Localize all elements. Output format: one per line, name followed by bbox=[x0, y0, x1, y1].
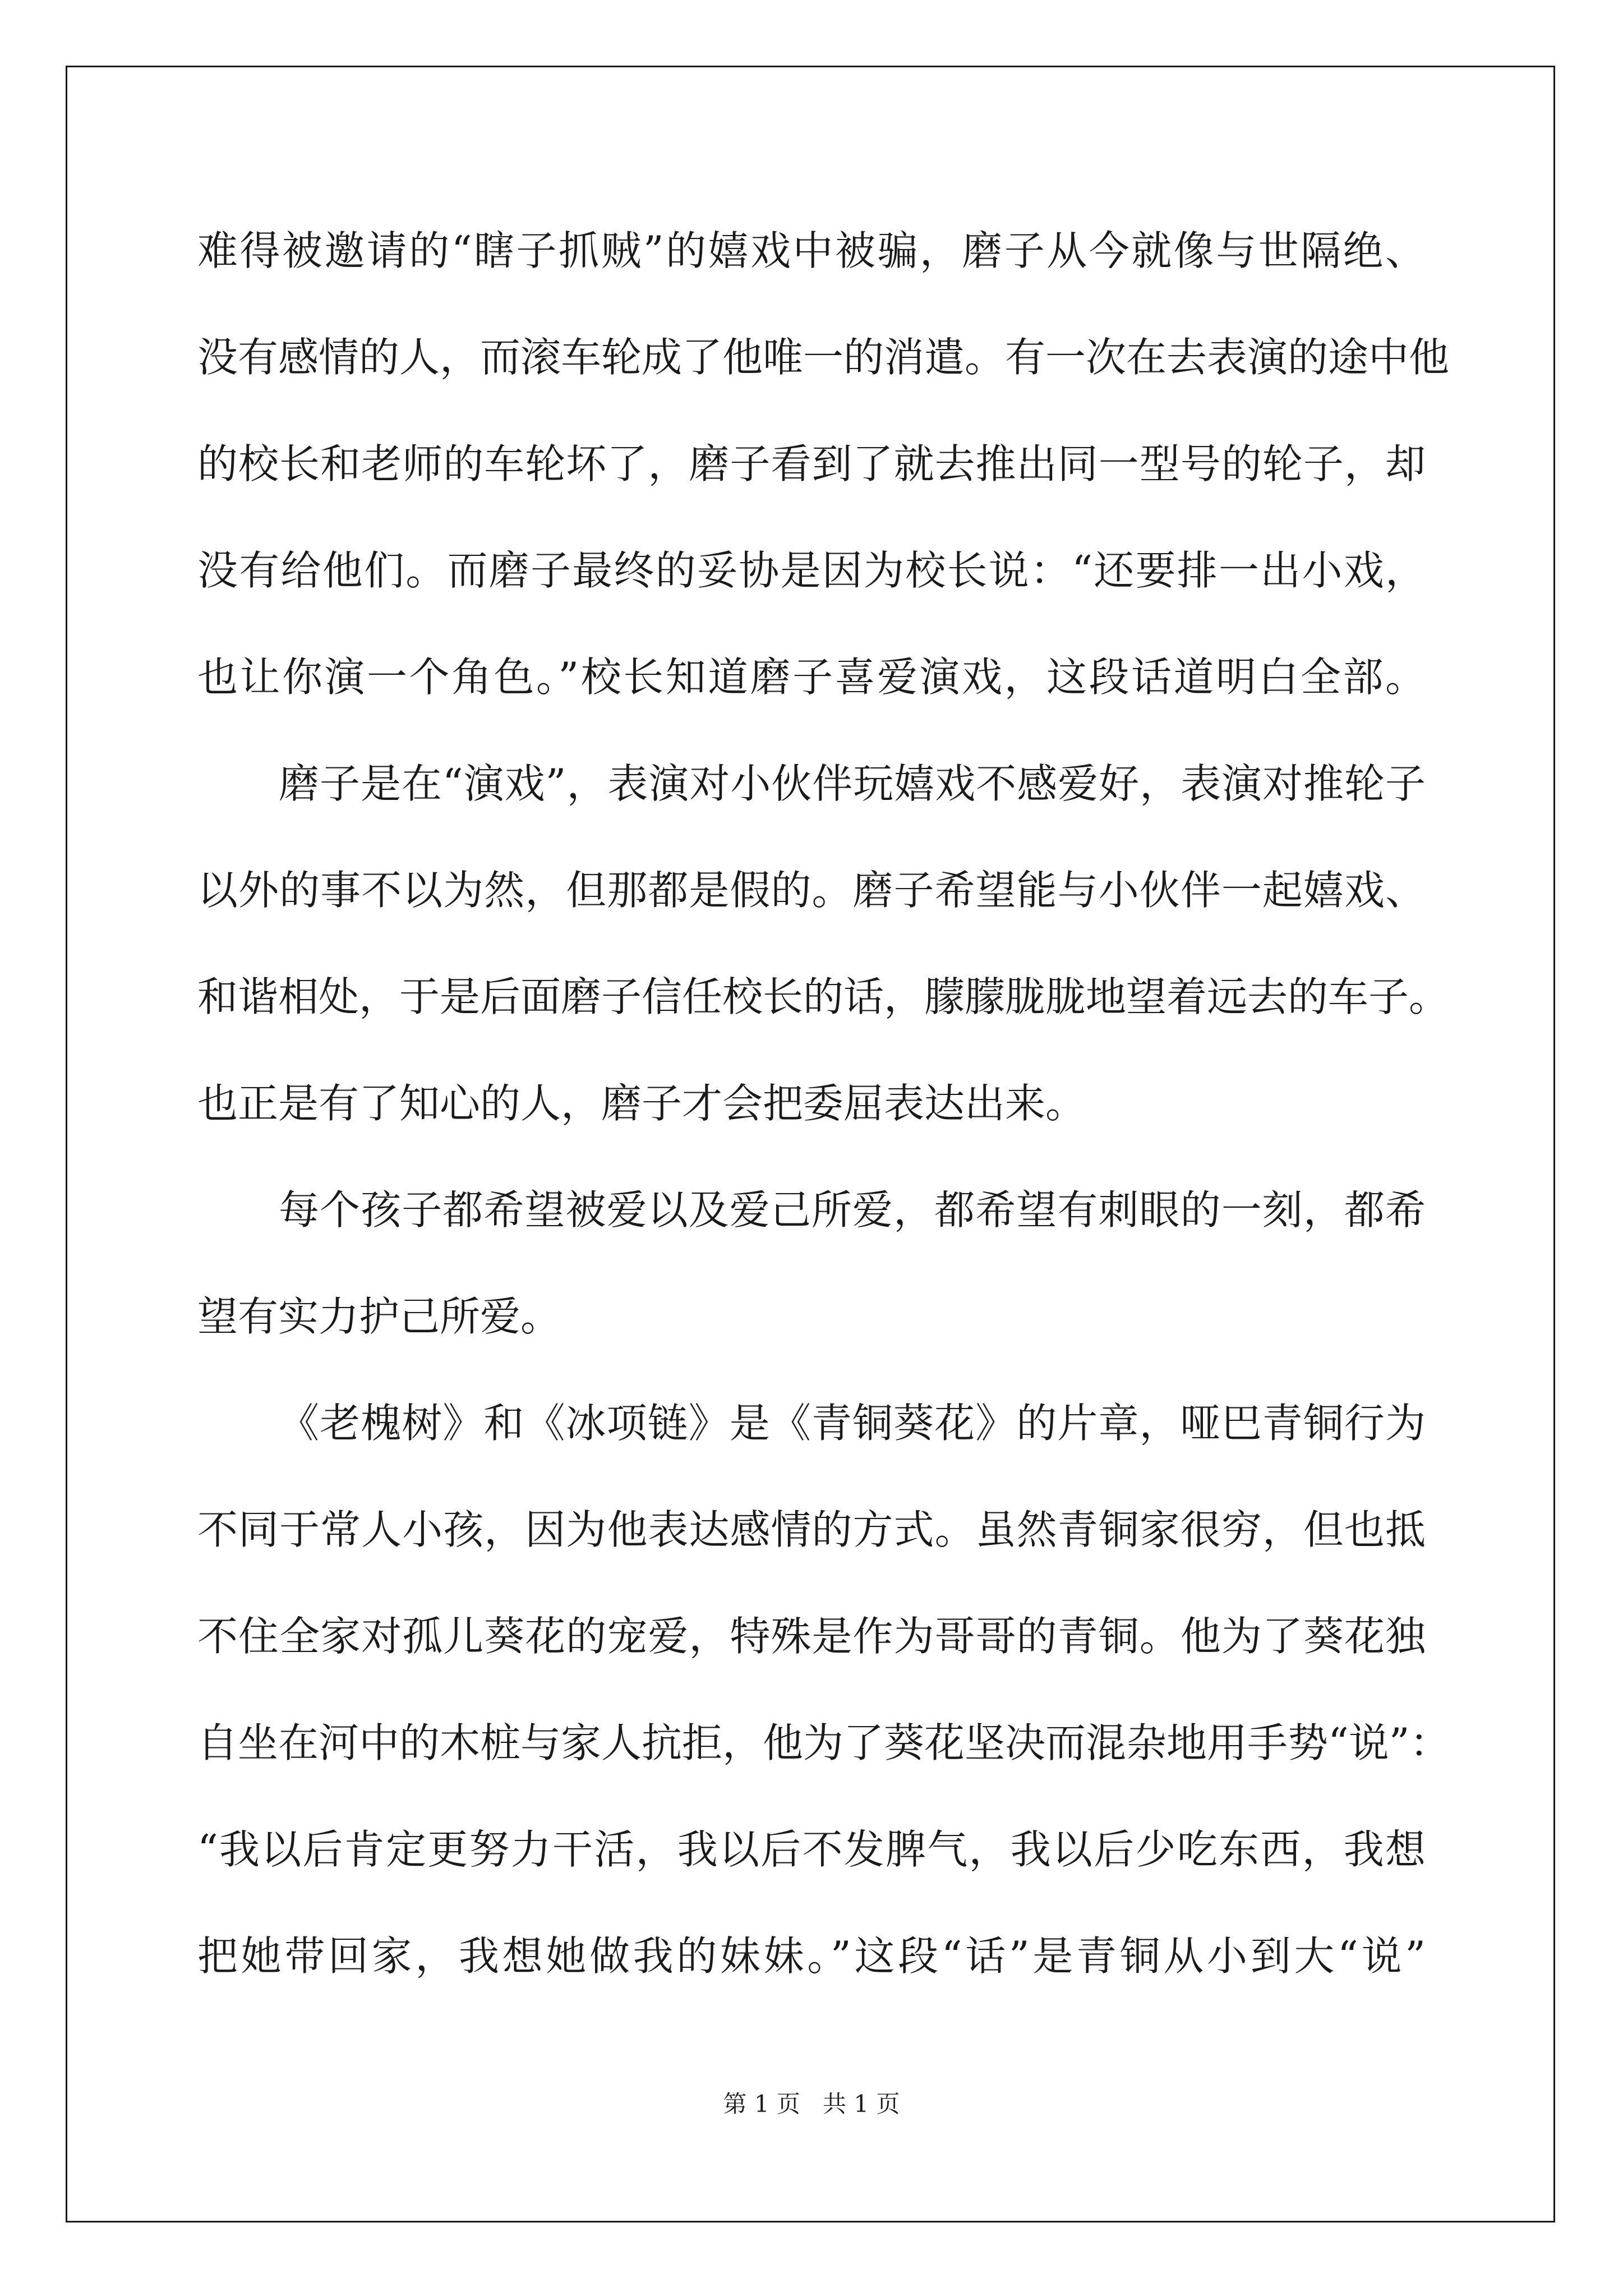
text-line: 不同于常人小孩，因为他表达感情的方式。虽然青铜家很穷，但也抵 bbox=[197, 1506, 1426, 1553]
text-line: 以外的事不以为然，但那都是假的。磨子希望能与小伙伴一起嬉戏、 bbox=[197, 867, 1426, 914]
text-line: “我以后肯定更努力干活，我以后不发脾气，我以后少吃东西，我想 bbox=[197, 1826, 1426, 1873]
document-body bbox=[197, 197, 1450, 2009]
text-line: 也正是有了知心的人，磨子才会把委屈表达出来。 bbox=[197, 1080, 1086, 1127]
text-line: 自坐在河中的木桩与家人抗拒，他为了葵花坚决而混杂地用手势“说”： bbox=[197, 1719, 1450, 1766]
paragraph-first-line: 《老槐树》和《冰项链》是《青铜葵花》的片章，哑巴青铜行为 bbox=[279, 1400, 1426, 1447]
text-line: 的校长和老师的车轮坏了，磨子看到了就去推出同一型号的轮子，却 bbox=[197, 440, 1426, 487]
text-line: 没有给他们。而磨子最终的妥协是因为校长说：“还要排一出小戏， bbox=[197, 547, 1426, 594]
text-line: 把她带回家，我想她做我的妹妹。”这段“话”是青铜从小到大“说” bbox=[197, 1932, 1426, 1980]
text-line: 没有感情的人，而滚车轮成了他唯一的消遣。有一次在去表演的途中他 bbox=[197, 334, 1450, 381]
paragraph-first-line: 磨子是在“演戏”，表演对小伙伴玩嬉戏不感爱好，表演对推轮子 bbox=[279, 760, 1426, 807]
text-line: 不住全家对孤儿葵花的宠爱，特殊是作为哥哥的青铜。他为了葵花独 bbox=[197, 1613, 1426, 1660]
text-line: 和谐相处，于是后面磨子信任校长的话，朦朦胧胧地望着远去的车子。 bbox=[197, 973, 1450, 1020]
text-line: 也让你演一个角色。”校长知道磨子喜爱演戏，这段话道明白全部。 bbox=[197, 654, 1426, 701]
text-line: 难得被邀请的“瞎子抓贼”的嬉戏中被骗，磨子从今就像与世隔绝、 bbox=[197, 227, 1426, 274]
page-number-footer: 第 1 页 共 1 页 bbox=[723, 2090, 900, 2118]
text-line: 望有实力护己所爱。 bbox=[197, 1293, 561, 1340]
paragraph-first-line: 每个孩子都希望被爱以及爱己所爱，都希望有刺眼的一刻，都希 bbox=[279, 1186, 1426, 1234]
